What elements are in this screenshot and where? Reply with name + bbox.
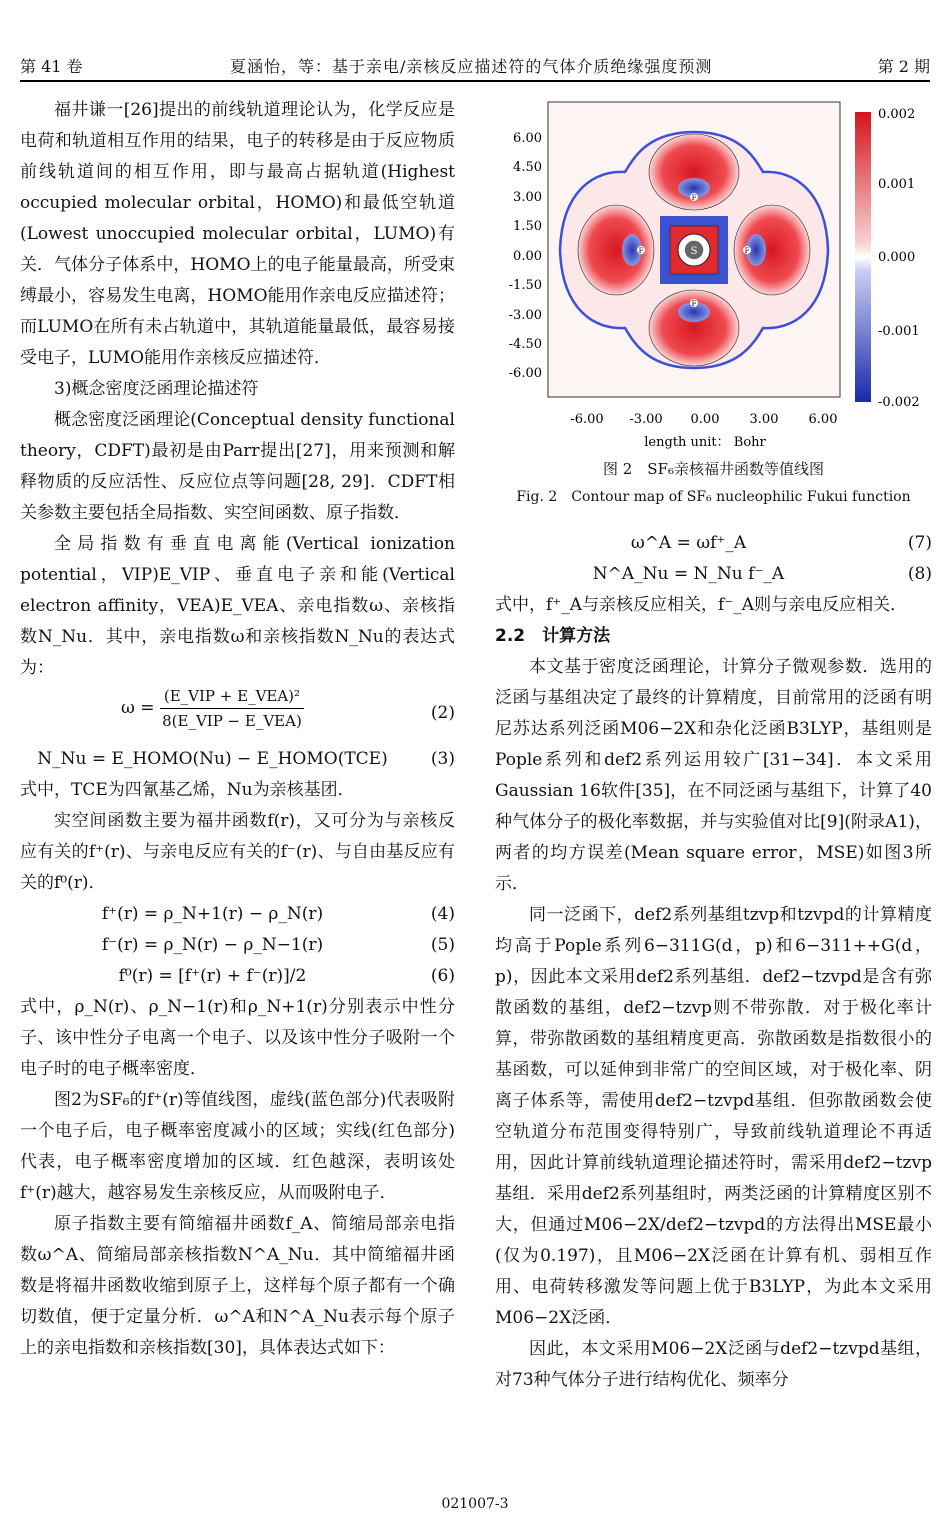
svg-text:F: F [638, 247, 644, 255]
paragraph: 式中，f⁺_A与亲核反应相关，f⁻_A则与亲电反应相关． [495, 595, 908, 615]
equation-2: ω = $\frac{\text{(E\_VIP + E\_VEA)²}}{\text{8(E\_VIP − E\_VEA)}}$ (2) [20, 684, 455, 744]
paragraph: 全局指数有垂直电离能(Vertical ionization potential，VIP)E_VIP、垂直电子亲和能(Vertical electron affinity，VEA)E_VEA、亲电指数ω、亲核指数N_Nu．其中，亲电指数ω和亲核指数N_Nu的表达式为： [20, 534, 455, 678]
right-column [495, 528, 932, 1396]
svg-text:0.002: 0.002 [878, 107, 916, 122]
svg-text:-6.00: -6.00 [570, 412, 604, 427]
paragraph: 实空间函数主要为福井函数f(r)，又可分为与亲核反应有关的f⁺(r)、与亲电反应有关的f⁻(r)、与自由基反应有关的f⁰(r)． [20, 811, 455, 893]
sulfur-atom-label: S [690, 246, 698, 257]
paragraph: 式中，TCE为四氰基乙烯，Nu为亲核基团． [20, 780, 355, 800]
colorbar-ticks [878, 107, 920, 410]
y-axis-ticks [509, 131, 542, 381]
svg-text:F: F [691, 300, 697, 308]
svg-text:-0.002: -0.002 [878, 395, 920, 410]
paragraph: 式中，ρ_N(r)、ρ_N−1(r)和ρ_N+1(r)分别表示中性分子、该中性分子电离一个电子、以及该中性分子吸附一个电子时的电子概率密度． [20, 997, 455, 1079]
axis-unit-label: length unit： Bohr [644, 435, 766, 450]
equation-4: f⁺(r) = ρ_N+1(r) − ρ_N(r) (4) [20, 899, 455, 930]
svg-text:0.001: 0.001 [878, 177, 916, 192]
paragraph: 本文基于密度泛函理论，计算分子微观参数．选用的泛函与基组决定了最终的计算精度，目前常用的泛函有明尼苏达系列泛函M06−2X和杂化泛函B3LYP，基组则是Pople系列和def2系列运用较广[31−34]．本文采用Gaussian 16软件[35]，在不同泛函与基组下，计算了40种气体分子的极化率数据，并与实验值对比[9](附录A1)，两者的均方误差(Mean square error，MSE)如图3所示． [495, 657, 932, 894]
equation-number: (5) [430, 935, 455, 955]
svg-text:3.00: 3.00 [749, 412, 779, 427]
svg-text:-3.00: -3.00 [629, 412, 663, 427]
equation-number: (3) [430, 749, 455, 769]
equation-number: (6) [430, 966, 455, 986]
equation-number: (7) [907, 533, 932, 553]
section-heading: 2.2 计算方法 [495, 626, 611, 646]
svg-text:-6.00: -6.00 [508, 366, 542, 381]
paragraph: 概念密度泛函理论(Conceptual density functional theory，CDFT)最初是由Parr提出[27]，用来预测和解释物质的反应活性、反应位点等问题[28, 29]．CDFT相关参数主要包括全局指数、实空间函数、原子指数． [20, 410, 455, 523]
svg-text:F: F [744, 247, 750, 255]
subsection-heading: 3)概念密度泛函理论描述符 [54, 379, 259, 399]
svg-text:0.00: 0.00 [690, 412, 720, 427]
equation-5: f⁻(r) = ρ_N(r) − ρ_N−1(r) (5) [20, 930, 455, 961]
svg-text:-0.001: -0.001 [878, 324, 920, 339]
paragraph: 同一泛函下，def2系列基组tzvp和tzvpd的计算精度均高于Pople系列6−311G(d，p)和6−311++G(d，p)，因此本文采用def2系列基组．def2−tzvpd是含有弥散函数的基组，def2−tzvp则不带弥散．对于极化率计算，带弥散函数的基组精度更高．弥散函数是指数很小的基函数，可以延伸到非常广的空间区域，对于极化率、阴离子体系等，需使用def2−tzvpd基组．但弥散函数会使空轨道分布范围变得特别广，导致前线轨道理论不再适用，因此计算前线轨道理论描述符时，需采用def2−tzvp基组．采用def2系列基组时，两类泛函的计算精度区别不大，但通过M06−2X/def2−tzvpd的方法得出MSE最小(仅为0.197)，且M06−2X泛函在计算有机、弱相互作用、电荷转移激发等问题上优于B3LYP，为此本文采用M06−2X泛函． [495, 905, 932, 1328]
page-number: 021007-3 [441, 1496, 509, 1512]
svg-text:0.00: 0.00 [513, 249, 542, 264]
equation-number: (8) [907, 564, 932, 584]
x-axis-ticks [570, 412, 837, 427]
paragraph: 原子指数主要有简缩福井函数f_A、简缩局部亲电指数ω^A、简缩局部亲核指数N^A_Nu．其中简缩福井函数是将福井函数收缩到原子上，这样每个原子都有一个确切数值，便于定量分析．ω^A和N^A_Nu表示每个原子上的亲电指数和亲核指数[30]，具体表达式如下： [20, 1214, 455, 1358]
svg-text:-3.00: -3.00 [508, 308, 542, 323]
svg-text:4.50: 4.50 [513, 160, 542, 175]
equation-8: N^A_Nu = N_Nu f⁻_A (8) [495, 559, 932, 590]
svg-text:0.000: 0.000 [878, 250, 916, 265]
equation-6: f⁰(r) = [f⁺(r) + f⁻(r)]/2 (6) [20, 961, 455, 992]
svg-text:6.00: 6.00 [513, 131, 542, 146]
fukui-contour-figure [500, 100, 930, 520]
figure-caption-cn: 图 2 SF₆亲核福井函数等值线图 [602, 460, 824, 478]
paragraph: 福井谦一[26]提出的前线轨道理论认为，化学反应是电荷和轨道相互作用的结果，电子的转移是由于反应物质前线轨道间的相互作用，即与最高占据轨道(Highest occupied molecular orbital，HOMO)和最低空轨道(Lowest unoccupied molecular orbital，LUMO)有关．气体分子体系中，HOMO上的电子能量最高，所受束缚最小，容易发生电离，HOMO能用作亲电反应描述符；而LUMO在所有未占轨道中，其轨道能量最低，最容易接受电子，LUMO能用作亲核反应描述符． [20, 100, 455, 368]
running-header [20, 52, 930, 82]
svg-text:1.50: 1.50 [513, 219, 542, 234]
figure-caption-en: Fig. 2 Contour map of SF₆ nucleophilic Fukui function [516, 489, 911, 505]
equation-number: (2) [430, 703, 455, 723]
running-title: 夏涵怡，等：基于亲电/亲核反应描述符的气体介质绝缘强度预测 [230, 57, 713, 76]
svg-text:3.00: 3.00 [513, 190, 542, 205]
colorbar [855, 112, 871, 402]
equation-7: ω^A = ωf⁺_A (7) [495, 528, 932, 559]
svg-text:6.00: 6.00 [808, 412, 838, 427]
paragraph: 图2为SF₆的f⁺(r)等值线图，虚线(蓝色部分)代表吸附一个电子后，电子概率密度减小的区域；实线(红色部分)代表，电子概率密度增加的区域．红色越深，表明该处f⁺(r)越大，越容易发生亲核反应，从而吸附电子． [20, 1090, 455, 1203]
volume-label: 第 41 卷 [20, 57, 83, 76]
paragraph: 因此，本文采用M06−2X泛函与def2−tzvpd基组，对73种气体分子进行结构优化、频率分 [495, 1339, 932, 1390]
equation-number: (4) [430, 904, 455, 924]
svg-text:-1.50: -1.50 [508, 278, 542, 293]
svg-text:-4.50: -4.50 [508, 337, 542, 352]
left-column [20, 95, 455, 1364]
equation-3: N_Nu = E_HOMO(Nu) − E_HOMO(TCE) (3) [20, 744, 455, 775]
svg-text:F: F [691, 194, 697, 202]
issue-label: 第 2 期 [877, 57, 930, 76]
